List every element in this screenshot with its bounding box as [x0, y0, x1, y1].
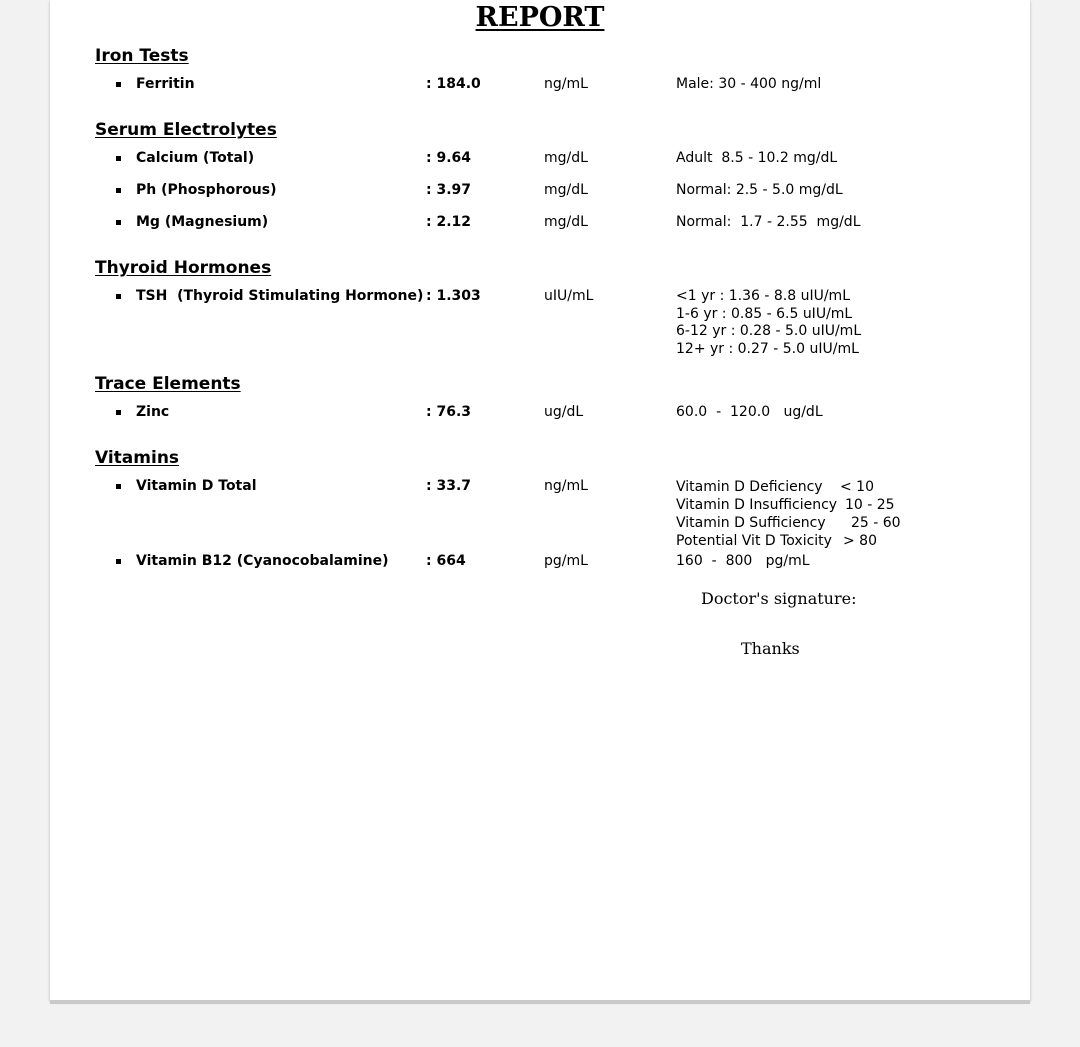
doctor-signature-label: Doctor's signature:: [701, 589, 857, 608]
section-heading-vitamins: Vitamins: [95, 448, 180, 468]
section-heading-iron-tests: Iron Tests: [95, 46, 189, 66]
test-value-tsh: : 1.303: [426, 288, 481, 304]
test-unit-phosphorous: mg/dL: [544, 182, 588, 198]
test-value-magnesium: : 2.12: [426, 214, 472, 230]
bullet-icon: [116, 559, 121, 564]
reference-row: [676, 532, 916, 550]
bullet-icon: [116, 188, 121, 193]
page-bottom-edge: [50, 1000, 1030, 1004]
test-unit-calcium: mg/dL: [544, 150, 588, 166]
bullet-icon: [116, 82, 121, 87]
reference-label: Vitamin D Sufficiency: [676, 515, 826, 531]
reference-label: Potential Vit D Toxicity: [676, 533, 832, 549]
test-unit-vitamin-d: ng/mL: [544, 478, 588, 494]
section-heading-trace-elements: Trace Elements: [95, 374, 241, 394]
reference-range: > 80: [843, 533, 877, 549]
test-name-tsh: TSH (Thyroid Stimulating Hormone): [136, 288, 424, 304]
bullet-icon: [116, 220, 121, 225]
test-reference-vitamin-d: [676, 478, 916, 550]
reference-row: [676, 514, 916, 532]
test-unit-zinc: ug/dL: [544, 404, 584, 420]
reference-line: <1 yr : 1.36 - 8.8 uIU/mL: [676, 288, 850, 304]
test-reference-vitamin-b12: 160 - 800 pg/mL: [676, 553, 810, 569]
test-unit-magnesium: mg/dL: [544, 214, 588, 230]
test-value-phosphorous: : 3.97: [426, 182, 472, 198]
test-reference-calcium: Adult 8.5 - 10.2 mg/dL: [676, 150, 838, 166]
test-unit-vitamin-b12: pg/mL: [544, 553, 588, 569]
reference-line: 6-12 yr : 0.28 - 5.0 uIU/mL: [676, 323, 862, 339]
reference-range: 25 - 60: [851, 515, 901, 531]
test-unit-ferritin: ng/mL: [544, 76, 588, 92]
reference-line: 1-6 yr : 0.85 - 6.5 uIU/mL: [676, 305, 853, 322]
reference-range: < 10: [840, 479, 874, 495]
section-heading-thyroid-hormones: Thyroid Hormones: [95, 258, 272, 278]
reference-label: Vitamin D Insufficiency: [676, 497, 838, 513]
reference-row: [676, 496, 916, 514]
test-reference-magnesium: Normal: 1.7 - 2.55 mg/dL: [676, 214, 861, 230]
test-value-vitamin-d: : 33.7: [426, 478, 472, 494]
test-name-magnesium: Mg (Magnesium): [136, 214, 269, 230]
closing-text: Thanks: [741, 639, 800, 658]
reference-label: Vitamin D Deficiency: [676, 479, 823, 495]
test-reference-ferritin: Male: 30 - 400 ng/ml: [676, 76, 822, 92]
bullet-icon: [116, 484, 121, 489]
section-heading-serum-electrolytes: Serum Electrolytes: [95, 120, 277, 140]
report-title: REPORT: [475, 2, 605, 33]
test-name-ferritin: Ferritin: [136, 76, 195, 92]
bullet-icon: [116, 294, 121, 299]
reference-line: 12+ yr : 0.27 - 5.0 uIU/mL: [676, 340, 859, 357]
reference-row: [676, 478, 916, 496]
test-value-calcium: : 9.64: [426, 150, 472, 166]
test-value-zinc: : 76.3: [426, 404, 472, 420]
test-name-vitamin-b12: Vitamin B12 (Cyanocobalamine): [136, 553, 389, 569]
test-unit-tsh: uIU/mL: [544, 288, 594, 304]
test-name-vitamin-d: Vitamin D Total: [136, 478, 257, 494]
test-reference-zinc: 60.0 - 120.0 ug/dL: [676, 404, 823, 420]
bullet-icon: [116, 410, 121, 415]
test-reference-phosphorous: Normal: 2.5 - 5.0 mg/dL: [676, 182, 843, 198]
test-name-zinc: Zinc: [136, 404, 170, 420]
bullet-icon: [116, 156, 121, 161]
reference-range: 10 - 25: [845, 497, 895, 513]
test-value-ferritin: : 184.0: [426, 76, 481, 92]
test-name-calcium: Calcium (Total): [136, 150, 255, 166]
test-name-phosphorous: Ph (Phosphorous): [136, 182, 277, 198]
test-value-vitamin-b12: : 664: [426, 553, 466, 569]
test-reference-tsh: [676, 288, 861, 358]
